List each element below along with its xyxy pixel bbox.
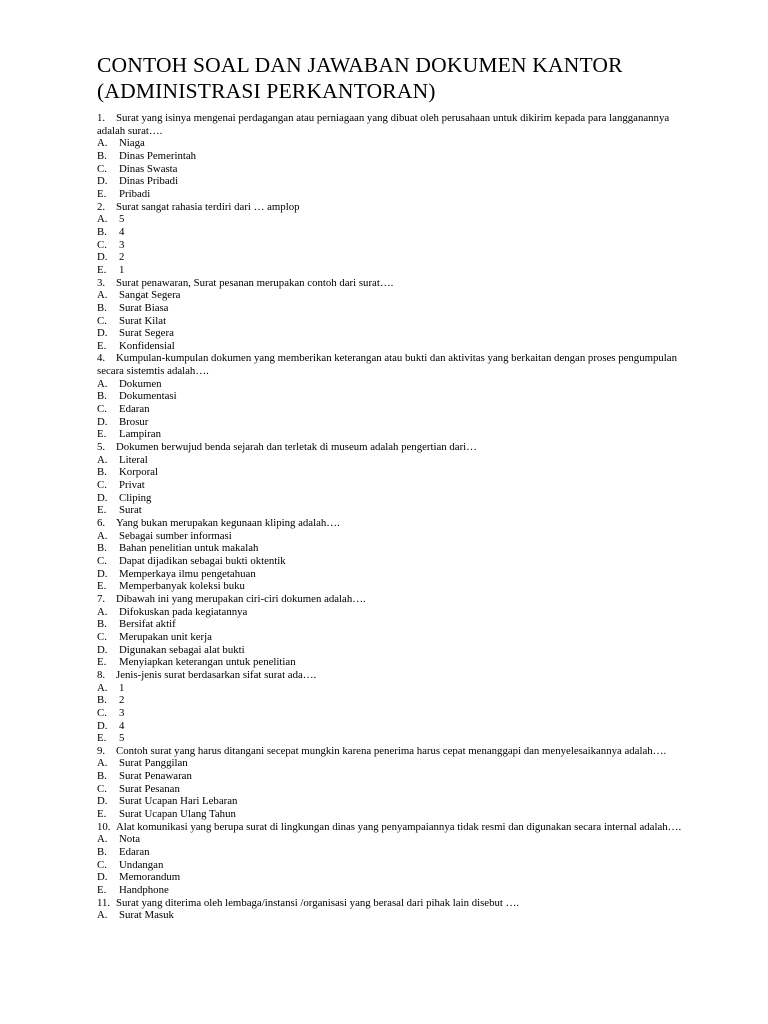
question-3	[97, 277, 697, 290]
option-letter: A.	[97, 213, 108, 226]
option-text: Literal	[119, 453, 148, 466]
answer-option	[97, 707, 697, 720]
question-number: 2.	[97, 200, 106, 213]
option-letter: D.	[97, 871, 108, 884]
option-letter: D.	[97, 643, 108, 656]
option-letter: A.	[97, 757, 108, 770]
option-letter: C.	[97, 162, 107, 175]
question-number: 10.	[97, 820, 111, 833]
answer-option	[97, 720, 697, 733]
option-letter: D.	[97, 567, 108, 580]
answer-option	[97, 580, 697, 593]
answer-option	[97, 327, 697, 340]
option-text: Surat Penawaran	[119, 770, 192, 783]
answer-option	[97, 859, 697, 872]
answer-option	[97, 555, 697, 568]
option-letter: C.	[97, 314, 107, 327]
option-text: Surat	[119, 504, 142, 517]
option-letter: B.	[97, 694, 107, 707]
option-letter: B.	[97, 466, 107, 479]
option-text: Dinas Pemerintah	[119, 149, 197, 162]
option-letter: A.	[97, 137, 108, 150]
answer-option	[97, 188, 697, 201]
option-text: Surat Pesanan	[119, 782, 180, 795]
answer-option	[97, 846, 697, 859]
option-text: Dokumen	[119, 377, 162, 390]
answer-option	[97, 466, 697, 479]
option-text: Memperbanyak koleksi buku	[119, 580, 245, 593]
question-text: Dokumen berwujud benda sejarah dan terletak di museum adalah pengertian dari…	[116, 441, 477, 454]
question-number: 3.	[97, 276, 106, 289]
option-text: Edaran	[119, 846, 150, 859]
question-text: Surat penawaran, Surat pesanan merupakan contoh dari surat….	[116, 276, 394, 289]
answer-option	[97, 251, 697, 264]
option-letter: B.	[97, 149, 107, 162]
answer-option	[97, 378, 697, 391]
option-text: Digunakan sebagai alat bukti	[119, 643, 245, 656]
answer-option	[97, 403, 697, 416]
answer-option	[97, 289, 697, 302]
answer-option	[97, 682, 697, 695]
answer-option	[97, 390, 697, 403]
question-text: Alat komunikasi yang berupa surat di lingkungan dinas yang penyampaiannya tidak resmi dan digunakan secara internal adalah….	[116, 820, 682, 833]
option-letter: E.	[97, 808, 107, 821]
answer-option	[97, 732, 697, 745]
answer-option	[97, 909, 697, 922]
option-letter: D.	[97, 795, 108, 808]
option-letter: E.	[97, 580, 107, 593]
answer-option	[97, 606, 697, 619]
option-letter: D.	[97, 327, 108, 340]
option-letter: B.	[97, 618, 107, 631]
answer-option	[97, 479, 697, 492]
answer-option	[97, 884, 697, 897]
answer-option	[97, 416, 697, 429]
question-text: Contoh surat yang harus ditangani secepat mungkin karena penerima harus cepat menanggapi dan menyelesaikannya adalah….	[116, 744, 667, 757]
question-5	[97, 441, 697, 454]
question-text: Kumpulan-kumpulan dokumen yang memberikan keterangan atau bukti dan aktivitas yang berkaitan dengan proses pengumpulan secara sistemtis adalah….	[97, 352, 677, 378]
answer-option	[97, 175, 697, 188]
question-number: 8.	[97, 668, 106, 681]
option-text: Surat Biasa	[119, 301, 169, 314]
option-text: Menyiapkan keterangan untuk penelitian	[119, 656, 296, 669]
option-letter: D.	[97, 251, 108, 264]
question-text: Surat yang diterima oleh lembaga/instansi /organisasi yang berasal dari pihak lain disebut ….	[116, 896, 520, 909]
option-letter: B.	[97, 846, 107, 859]
answer-option	[97, 150, 697, 163]
answer-option	[97, 137, 697, 150]
answer-option	[97, 757, 697, 770]
option-text: Niaga	[119, 137, 145, 150]
answer-option	[97, 530, 697, 543]
option-letter: A.	[97, 529, 108, 542]
answer-option	[97, 568, 697, 581]
option-letter: A.	[97, 453, 108, 466]
option-text: Sebagai sumber informasi	[119, 529, 232, 542]
option-text: 1	[119, 263, 125, 276]
option-text: Sangat Segera	[119, 289, 181, 302]
option-text: Surat Kilat	[119, 314, 167, 327]
option-letter: D.	[97, 415, 108, 428]
answer-option	[97, 631, 697, 644]
option-letter: B.	[97, 542, 107, 555]
question-10	[97, 821, 697, 834]
option-text: Bahan penelitian untuk makalah	[119, 542, 259, 555]
option-text: Surat Segera	[119, 327, 174, 340]
question-number: 4.	[97, 352, 106, 365]
option-text: Korporal	[119, 466, 158, 479]
option-letter: C.	[97, 782, 107, 795]
answer-option	[97, 302, 697, 315]
option-text: 2	[119, 251, 125, 264]
question-11	[97, 897, 697, 910]
option-text: 3	[119, 238, 125, 251]
title-line-1: CONTOH SOAL DAN JAWABAN DOKUMEN KANTOR	[97, 53, 623, 77]
option-letter: B.	[97, 770, 107, 783]
option-text: Merupakan unit kerja	[119, 630, 212, 643]
option-letter: D.	[97, 719, 108, 732]
question-number: 9.	[97, 744, 106, 757]
option-text: Lampiran	[119, 428, 161, 441]
question-8	[97, 669, 697, 682]
option-text: Memorandum	[119, 871, 181, 884]
answer-option	[97, 239, 697, 252]
answer-option	[97, 770, 697, 783]
option-text: 5	[119, 732, 125, 745]
option-letter: A.	[97, 909, 108, 922]
option-letter: E.	[97, 884, 107, 897]
answer-option	[97, 492, 697, 505]
option-letter: C.	[97, 238, 107, 251]
option-letter: C.	[97, 706, 107, 719]
question-number: 6.	[97, 517, 106, 529]
option-text: Dokumentasi	[119, 390, 177, 403]
question-number: 5.	[97, 441, 106, 454]
option-letter: C.	[97, 479, 107, 492]
option-text: Edaran	[119, 403, 150, 416]
option-text: 4	[119, 225, 125, 238]
answer-option	[97, 542, 697, 555]
answer-option	[97, 618, 697, 631]
question-number: 11.	[97, 896, 111, 909]
question-number: 1.	[97, 112, 106, 124]
option-letter: A.	[97, 377, 108, 390]
answer-option	[97, 644, 697, 657]
question-9	[97, 745, 697, 758]
option-letter: A.	[97, 605, 108, 618]
answer-option	[97, 783, 697, 796]
question-text: Yang bukan merupakan kegunaan kliping adalah….	[116, 517, 340, 529]
option-text: Surat Panggilan	[119, 757, 188, 770]
answer-option	[97, 833, 697, 846]
document-title	[97, 52, 737, 104]
option-text: 2	[119, 694, 125, 707]
question-6	[97, 517, 697, 530]
option-text: Nota	[119, 833, 140, 846]
option-text: Dinas Swasta	[119, 162, 178, 175]
option-text: 1	[119, 681, 125, 694]
option-letter: D.	[97, 175, 108, 188]
option-text: Memperkaya ilmu pengetahuan	[119, 567, 256, 580]
question-7	[97, 593, 697, 606]
answer-option	[97, 213, 697, 226]
answer-option	[97, 163, 697, 176]
option-letter: E.	[97, 732, 107, 745]
option-letter: E.	[97, 656, 107, 669]
option-text: Handphone	[119, 884, 169, 897]
option-letter: A.	[97, 289, 108, 302]
title-line-2: (ADMINISTRASI PERKANTORAN)	[97, 79, 436, 103]
option-letter: C.	[97, 858, 107, 871]
question-text: Jenis-jenis surat berdasarkan sifat surat ada….	[116, 668, 317, 681]
option-text: Cliping	[119, 491, 152, 504]
option-text: Surat Masuk	[119, 909, 174, 922]
option-text: 4	[119, 719, 125, 732]
option-text: Privat	[119, 479, 145, 492]
option-text: Surat Ucapan Hari Lebaran	[119, 795, 238, 808]
answer-option	[97, 428, 697, 441]
option-text: Pribadi	[119, 187, 151, 200]
option-letter: E.	[97, 263, 107, 276]
question-list	[97, 112, 697, 922]
option-text: Dapat dijadikan sebagai bukti oktentik	[119, 554, 286, 567]
answer-option	[97, 795, 697, 808]
option-text: Difokuskan pada kegiatannya	[119, 605, 248, 618]
answer-option	[97, 504, 697, 517]
question-text: Surat yang isinya mengenai perdagangan atau perniagaan yang dibuat oleh perusahaan untuk dikirim kepada para langganannya adalah surat….	[97, 112, 670, 137]
option-text: 5	[119, 213, 125, 226]
option-letter: A.	[97, 833, 108, 846]
option-letter: C.	[97, 630, 107, 643]
option-letter: E.	[97, 187, 107, 200]
answer-option	[97, 315, 697, 328]
answer-option	[97, 656, 697, 669]
option-text: Bersifat aktif	[119, 618, 176, 631]
option-letter: D.	[97, 491, 108, 504]
answer-option	[97, 264, 697, 277]
question-4	[97, 352, 697, 377]
option-letter: C.	[97, 403, 107, 416]
option-letter: A.	[97, 681, 108, 694]
answer-option	[97, 454, 697, 467]
option-letter: C.	[97, 554, 107, 567]
question-1	[97, 112, 697, 137]
answer-option	[97, 226, 697, 239]
answer-option	[97, 340, 697, 353]
option-text: Brosur	[119, 415, 149, 428]
option-letter: E.	[97, 428, 107, 441]
option-text: Surat Ucapan Ulang Tahun	[119, 808, 236, 821]
option-text: Undangan	[119, 858, 164, 871]
answer-option	[97, 694, 697, 707]
answer-option	[97, 871, 697, 884]
option-text: Dinas Pribadi	[119, 175, 179, 188]
option-letter: B.	[97, 301, 107, 314]
option-letter: B.	[97, 390, 107, 403]
option-text: Konfidensial	[119, 339, 175, 352]
question-number: 7.	[97, 592, 106, 605]
question-2	[97, 201, 697, 214]
option-letter: E.	[97, 504, 107, 517]
option-text: 3	[119, 706, 125, 719]
option-letter: B.	[97, 225, 107, 238]
question-text: Surat sangat rahasia terdiri dari … amplop	[116, 200, 300, 213]
question-text: Dibawah ini yang merupakan ciri-ciri dokumen adalah….	[116, 592, 366, 605]
option-letter: E.	[97, 339, 107, 352]
answer-option	[97, 808, 697, 821]
